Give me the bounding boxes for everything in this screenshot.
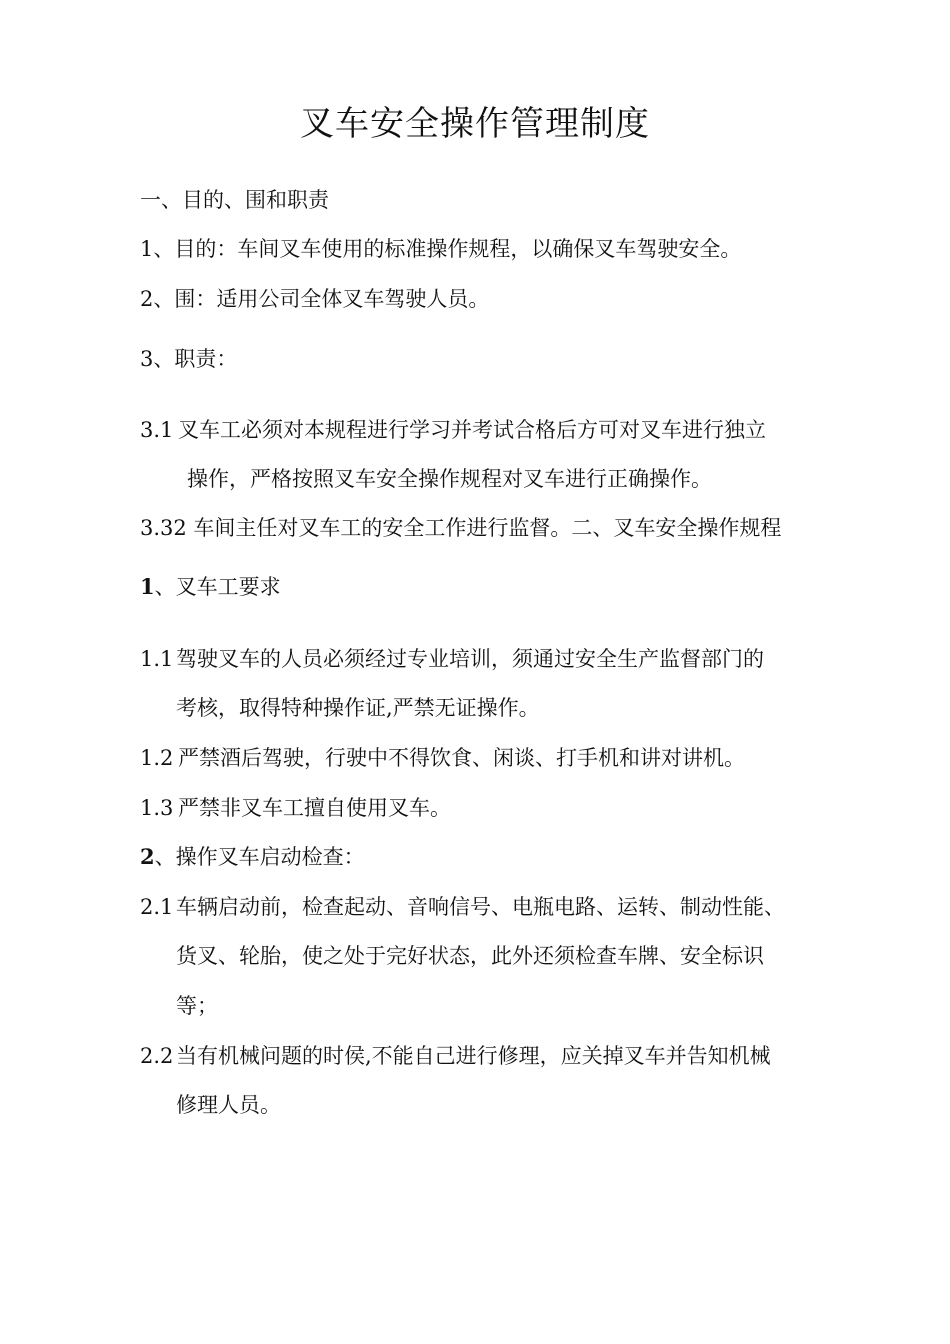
paragraph-purpose [140, 234, 741, 264]
line-text: 等； [176, 994, 218, 1018]
line-text: 1、目的：车间叉车使用的标准操作规程，以确保叉车驾驶安全。 [140, 237, 742, 261]
item-1-2 [140, 743, 745, 773]
line-text: 一、目的、围和职责 [140, 188, 329, 212]
item-number: 1.3 [140, 796, 174, 820]
item-2-2-continued [176, 1090, 281, 1120]
line-text: 2、围：适用公司全体叉车驾驶人员。 [140, 287, 490, 311]
paragraph-duties [140, 344, 237, 374]
item-2-1-continued-2 [176, 991, 218, 1021]
item-number: 2 [140, 844, 155, 869]
item-1-1 [140, 644, 764, 674]
item-2-1-continued [176, 941, 764, 971]
line-text: 、叉车工要求 [154, 575, 281, 599]
item-number: 1 [140, 574, 155, 599]
item-3-1 [140, 415, 766, 445]
subsection-operator-requirements [140, 572, 281, 602]
line-text: 3.32 车间主任对叉车工的安全工作进行监督。二、叉车安全操作规程 [140, 516, 782, 540]
item-number: 2.1 [140, 895, 174, 919]
item-number: 3.1 [140, 418, 174, 442]
paragraph-scope [140, 284, 489, 314]
line-text: 、操作叉车启动检查： [154, 845, 365, 869]
line-text: 修理人员。 [176, 1093, 281, 1117]
line-text: 3、职责： [140, 347, 238, 371]
line-text: 严禁非叉车工擅自使用叉车。 [178, 796, 451, 820]
section-heading-1 [140, 185, 329, 215]
item-number: 1.2 [140, 746, 174, 770]
item-2-1 [140, 892, 785, 922]
line-text: 叉车工必须对本规程进行学习并考试合格后方可对叉车进行独立 [178, 418, 766, 442]
item-3-32 [140, 513, 781, 543]
subsection-startup-check [140, 842, 365, 872]
item-number: 1.1 [140, 647, 174, 671]
line-text: 当有机械问题的时侯,不能自己进行修理，应关掉叉车并告知机械 [176, 1044, 771, 1068]
item-1-3 [140, 793, 451, 823]
item-1-1-continued [176, 693, 540, 723]
line-text: 货叉、轮胎，使之处于完好状态，此外还须检查车牌、安全标识 [176, 944, 764, 968]
item-2-2 [140, 1041, 771, 1071]
item-3-1-continued [187, 464, 712, 494]
line-text: 驾驶叉车的人员必须经过专业培训，须通过安全生产监督部门的 [176, 647, 764, 671]
document-title: 叉车安全操作管理制度 [300, 104, 650, 144]
item-number: 2.2 [140, 1044, 174, 1068]
line-text: 严禁酒后驾驶，行驶中不得饮食、闲谈、打手机和讲对讲机。 [178, 746, 745, 770]
line-text: 操作，严格按照叉车安全操作规程对叉车进行正确操作。 [187, 467, 712, 491]
line-text: 考核，取得特种操作证,严禁无证操作。 [176, 696, 540, 720]
line-text: 车辆启动前，检查起动、音响信号、电瓶电路、运转、制动性能、 [176, 895, 785, 919]
